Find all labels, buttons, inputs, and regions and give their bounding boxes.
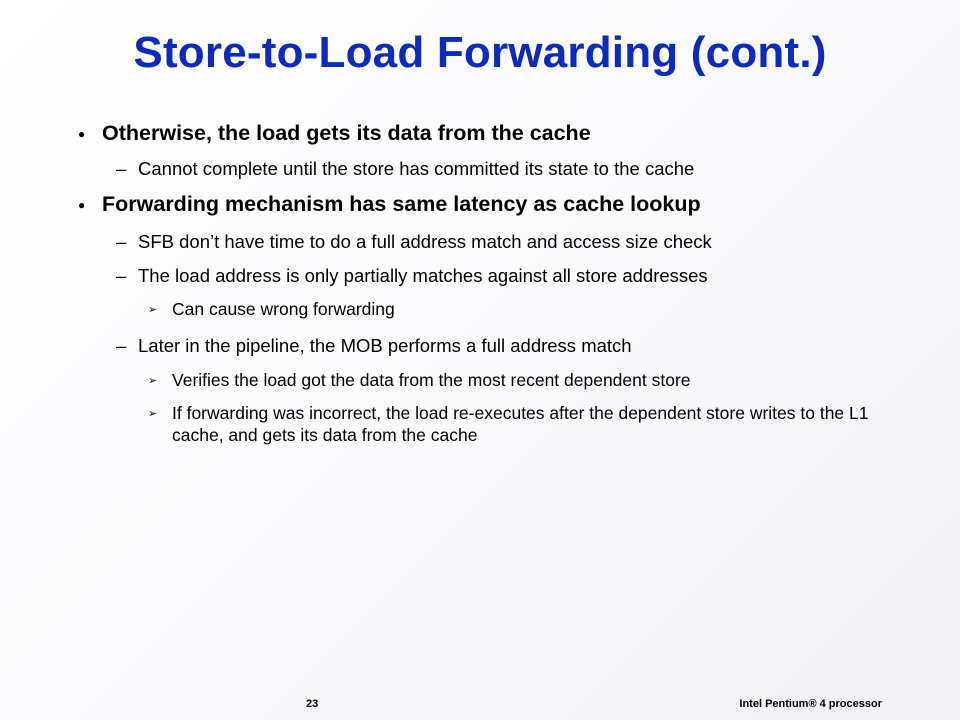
sub-bullet-text: Cannot complete until the store has committed its state to the cache xyxy=(138,158,695,179)
sub-sub-bullet-text: If forwarding was incorrect, the load re-executes after the dependent store writes to the L1 cache, and gets its data from the cache xyxy=(172,403,869,445)
arrow-bullet-icon: ➢ xyxy=(148,408,158,420)
sub-bullet-2-2 xyxy=(116,265,708,287)
dash-icon: – xyxy=(116,265,127,286)
sub-sub-bullet-2-3-2 xyxy=(148,402,872,446)
bullet-dot-icon: ● xyxy=(78,198,86,212)
bullet-text: Forwarding mechanism has same latency as cache lookup xyxy=(102,192,701,216)
bullet-2 xyxy=(78,192,701,217)
sub-sub-bullet-2-3-1 xyxy=(148,369,872,394)
slide-title: Store-to-Load Forwarding (cont.) xyxy=(133,28,827,77)
bullet-dot-icon: ● xyxy=(78,127,86,141)
sub-bullet-text: Later in the pipeline, the MOB performs a full address match xyxy=(138,335,632,356)
dash-icon: – xyxy=(116,231,127,252)
sub-bullet-2-1 xyxy=(116,231,712,253)
sub-bullet-2-3 xyxy=(116,335,632,357)
dash-icon: – xyxy=(116,335,127,356)
arrow-bullet-icon: ➢ xyxy=(148,375,158,387)
page-number: 23 xyxy=(306,698,319,710)
sub-sub-bullet-text: Can cause wrong forwarding xyxy=(172,299,395,319)
bullet-1 xyxy=(78,121,591,146)
sub-sub-bullet-text: Verifies the load got the data from the most recent dependent store xyxy=(172,370,691,390)
arrow-bullet-icon: ➢ xyxy=(148,304,158,316)
sub-sub-bullet-2-2-1 xyxy=(148,298,872,323)
sub-bullet-text: The load address is only partially matches against all store addresses xyxy=(138,265,708,286)
footer-label: Intel Pentium® 4 processor xyxy=(739,698,882,710)
bullet-text: Otherwise, the load gets its data from the cache xyxy=(102,121,591,145)
dash-icon: – xyxy=(116,158,127,179)
sub-bullet-1-1 xyxy=(116,158,694,180)
sub-bullet-text: SFB don’t have time to do a full address match and access size check xyxy=(138,231,712,252)
